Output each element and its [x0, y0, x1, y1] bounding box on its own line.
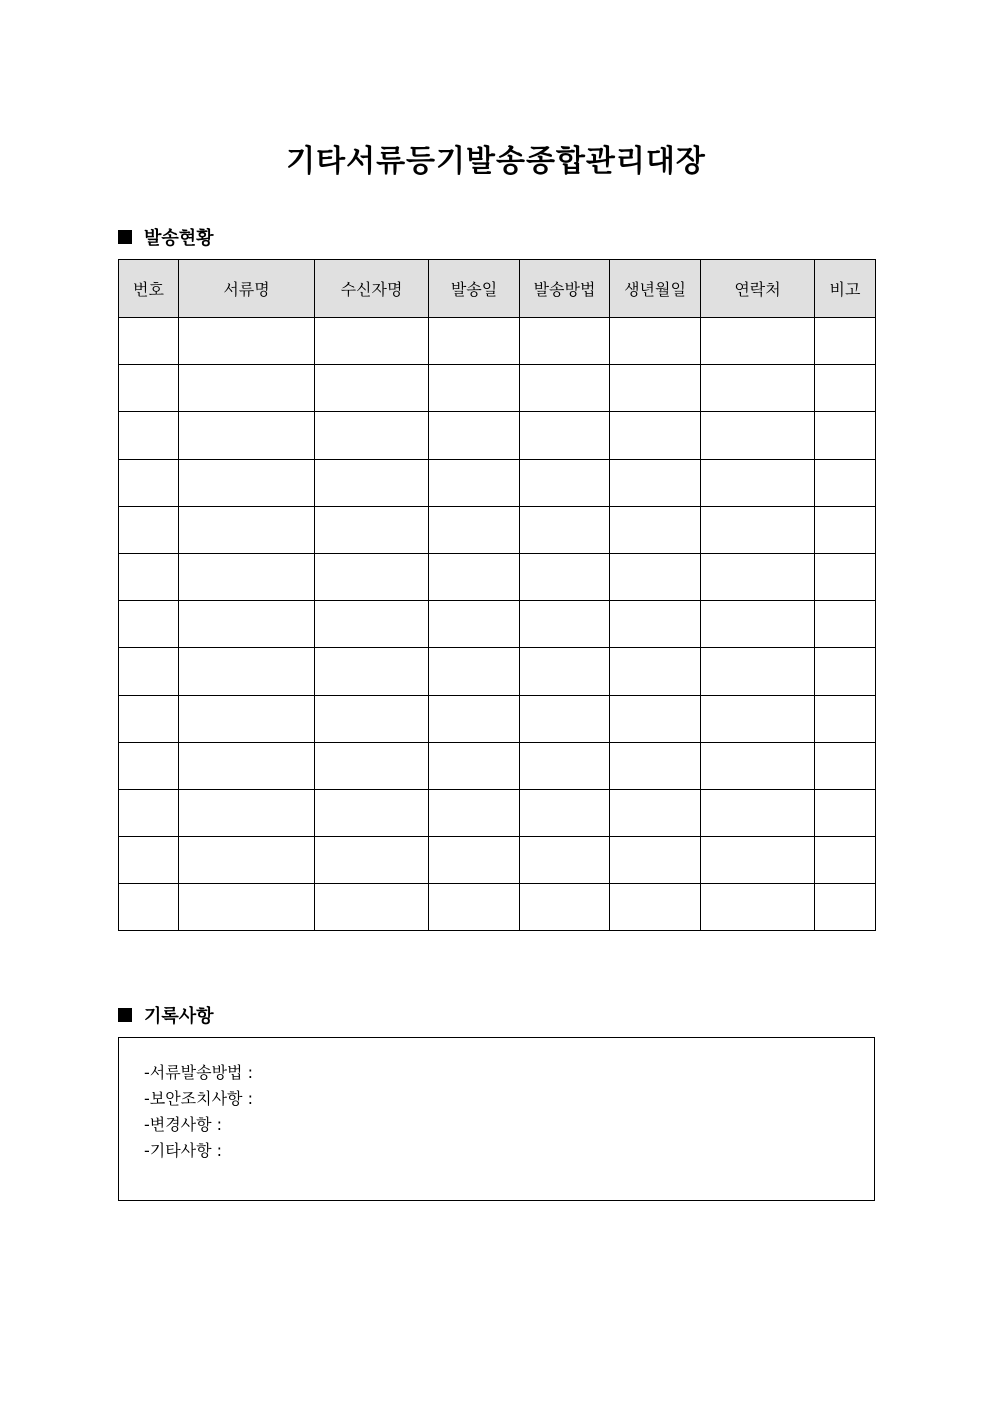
table-cell[interactable]: [520, 318, 610, 365]
table-cell[interactable]: [701, 695, 815, 742]
table-cell[interactable]: [179, 884, 315, 931]
table-cell[interactable]: [179, 789, 315, 836]
table-header-row: [119, 260, 876, 318]
table-cell[interactable]: [701, 601, 815, 648]
table-cell[interactable]: [429, 601, 520, 648]
table-cell[interactable]: [701, 884, 815, 931]
table-row: [119, 789, 876, 836]
table-cell[interactable]: [701, 648, 815, 695]
table-cell[interactable]: [815, 648, 876, 695]
table-cell[interactable]: [610, 837, 701, 884]
table-cell[interactable]: [119, 601, 179, 648]
table-cell[interactable]: [610, 884, 701, 931]
header-remarks: 비고: [815, 260, 876, 318]
table-cell[interactable]: [610, 365, 701, 412]
table-cell[interactable]: [610, 553, 701, 600]
table-cell[interactable]: [815, 884, 876, 931]
header-number: 번호: [119, 260, 179, 318]
table-cell[interactable]: [815, 506, 876, 553]
table-cell[interactable]: [701, 837, 815, 884]
table-cell[interactable]: [119, 459, 179, 506]
section-label: 발송현황: [144, 228, 214, 249]
table-cell[interactable]: [610, 601, 701, 648]
table-cell[interactable]: [815, 318, 876, 365]
table-cell[interactable]: [119, 789, 179, 836]
header-recipient: 수신자명: [315, 260, 429, 318]
table-cell[interactable]: [429, 506, 520, 553]
table-cell[interactable]: [520, 365, 610, 412]
table-row: [119, 648, 876, 695]
page-title: 기타서류등기발송종합관리대장: [286, 144, 706, 179]
table-cell[interactable]: [179, 459, 315, 506]
table-cell[interactable]: [815, 837, 876, 884]
table-row: [119, 837, 876, 884]
table-cell[interactable]: [315, 884, 429, 931]
table-cell[interactable]: [815, 412, 876, 459]
table-cell[interactable]: [179, 412, 315, 459]
table-cell[interactable]: [429, 412, 520, 459]
table-row: [119, 412, 876, 459]
table-cell[interactable]: [119, 648, 179, 695]
table-cell[interactable]: [520, 837, 610, 884]
table-cell[interactable]: [701, 412, 815, 459]
header-birthdate: 생년월일: [610, 260, 701, 318]
table-cell[interactable]: [815, 601, 876, 648]
section-heading-records: [118, 1002, 214, 1028]
table-row: [119, 601, 876, 648]
table-cell[interactable]: [119, 365, 179, 412]
table-cell[interactable]: [119, 837, 179, 884]
table-cell[interactable]: [815, 695, 876, 742]
table-cell[interactable]: [520, 789, 610, 836]
table-cell[interactable]: [119, 553, 179, 600]
section-label: 기록사항: [144, 1006, 214, 1027]
table-cell[interactable]: [701, 365, 815, 412]
table-cell[interactable]: [179, 742, 315, 789]
table-cell[interactable]: [429, 789, 520, 836]
note-other: -기타사항 :: [144, 1141, 223, 1160]
table-cell[interactable]: [610, 742, 701, 789]
table-cell[interactable]: [429, 695, 520, 742]
records-box: [118, 1037, 875, 1201]
table-cell[interactable]: [701, 318, 815, 365]
table-row: [119, 553, 876, 600]
table-cell[interactable]: [315, 553, 429, 600]
table-cell[interactable]: [179, 837, 315, 884]
table-cell[interactable]: [315, 412, 429, 459]
table-cell[interactable]: [119, 742, 179, 789]
table-cell[interactable]: [179, 648, 315, 695]
header-send-method: 발송방법: [520, 260, 610, 318]
table-cell[interactable]: [701, 553, 815, 600]
note-changes: -변경사항 :: [144, 1115, 223, 1134]
table-cell[interactable]: [179, 695, 315, 742]
dispatch-table: [118, 259, 876, 931]
section-heading-dispatch: [118, 224, 214, 250]
table-cell[interactable]: [701, 459, 815, 506]
table-cell[interactable]: [179, 553, 315, 600]
table-cell[interactable]: [610, 789, 701, 836]
table-cell[interactable]: [701, 742, 815, 789]
header-contact: 연락처: [701, 260, 815, 318]
table-cell[interactable]: [315, 601, 429, 648]
table-cell[interactable]: [701, 506, 815, 553]
table-cell[interactable]: [815, 789, 876, 836]
table-cell[interactable]: [119, 318, 179, 365]
table-row: [119, 318, 876, 365]
table-cell[interactable]: [315, 318, 429, 365]
table-cell[interactable]: [429, 553, 520, 600]
table-cell[interactable]: [429, 648, 520, 695]
table-cell[interactable]: [119, 884, 179, 931]
table-row: [119, 884, 876, 931]
table-cell[interactable]: [815, 742, 876, 789]
table-cell[interactable]: [520, 695, 610, 742]
note-security: -보안조치사항 :: [144, 1089, 253, 1108]
table-cell[interactable]: [815, 365, 876, 412]
table-cell[interactable]: [315, 459, 429, 506]
table-cell[interactable]: [429, 318, 520, 365]
table-cell[interactable]: [179, 365, 315, 412]
table-cell[interactable]: [610, 506, 701, 553]
table-cell[interactable]: [610, 648, 701, 695]
table-cell[interactable]: [610, 412, 701, 459]
table-cell[interactable]: [520, 412, 610, 459]
table-cell[interactable]: [610, 695, 701, 742]
table-cell[interactable]: [701, 789, 815, 836]
table-cell[interactable]: [315, 648, 429, 695]
table-cell[interactable]: [610, 459, 701, 506]
table-cell[interactable]: [429, 459, 520, 506]
table-cell[interactable]: [610, 318, 701, 365]
table-cell[interactable]: [315, 695, 429, 742]
table-row: [119, 742, 876, 789]
square-bullet-icon: [118, 1008, 132, 1022]
table-cell[interactable]: [520, 459, 610, 506]
table-cell[interactable]: [429, 365, 520, 412]
table-cell[interactable]: [520, 648, 610, 695]
table-cell[interactable]: [429, 884, 520, 931]
table-cell[interactable]: [520, 553, 610, 600]
table-cell[interactable]: [315, 506, 429, 553]
table-cell[interactable]: [520, 601, 610, 648]
table-cell[interactable]: [119, 695, 179, 742]
table-cell[interactable]: [429, 742, 520, 789]
table-row: [119, 365, 876, 412]
note-send-method: -서류발송방법 :: [144, 1063, 253, 1082]
table-cell[interactable]: [815, 553, 876, 600]
table-row: [119, 695, 876, 742]
table-cell[interactable]: [520, 884, 610, 931]
table-cell[interactable]: [119, 412, 179, 459]
table-cell[interactable]: [429, 837, 520, 884]
table-row: [119, 506, 876, 553]
table-cell[interactable]: [520, 742, 610, 789]
table-row: [119, 459, 876, 506]
table-cell[interactable]: [179, 601, 315, 648]
table-cell[interactable]: [315, 837, 429, 884]
table-cell[interactable]: [179, 506, 315, 553]
table-cell[interactable]: [315, 365, 429, 412]
table-cell[interactable]: [520, 506, 610, 553]
table-cell[interactable]: [179, 318, 315, 365]
table-cell[interactable]: [315, 742, 429, 789]
table-cell[interactable]: [119, 506, 179, 553]
table-cell[interactable]: [815, 459, 876, 506]
header-send-date: 발송일: [429, 260, 520, 318]
header-document-name: 서류명: [179, 260, 315, 318]
table-cell[interactable]: [315, 789, 429, 836]
square-bullet-icon: [118, 230, 132, 244]
